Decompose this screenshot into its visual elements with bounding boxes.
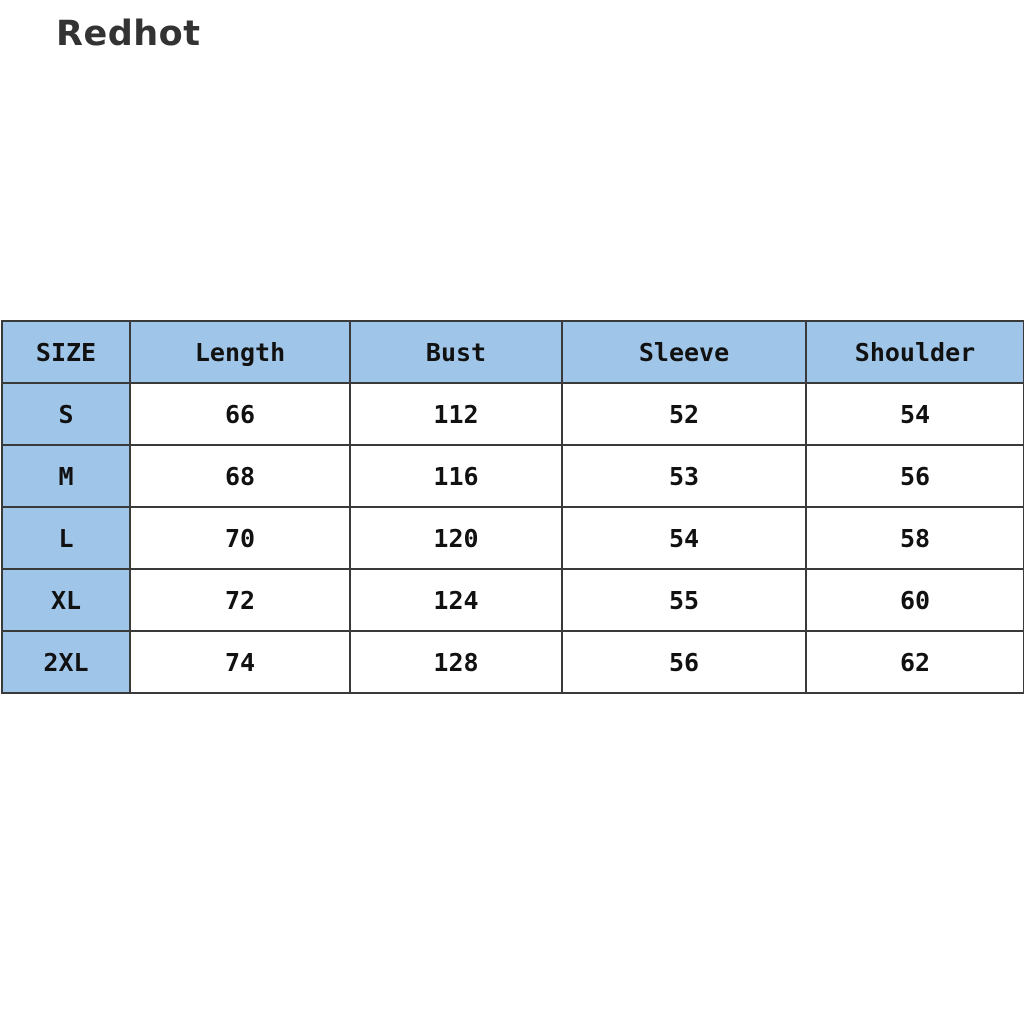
size-label: M bbox=[2, 445, 130, 507]
bust-value: 112 bbox=[350, 383, 562, 445]
table-row bbox=[2, 383, 1024, 445]
table-header-row bbox=[2, 321, 1024, 383]
table-row bbox=[2, 445, 1024, 507]
shoulder-value: 60 bbox=[806, 569, 1024, 631]
size-label: XL bbox=[2, 569, 130, 631]
sleeve-value: 52 bbox=[562, 383, 806, 445]
bust-value: 128 bbox=[350, 631, 562, 693]
size-label: 2XL bbox=[2, 631, 130, 693]
sleeve-value: 55 bbox=[562, 569, 806, 631]
length-value: 68 bbox=[130, 445, 350, 507]
bust-value: 116 bbox=[350, 445, 562, 507]
bust-value: 124 bbox=[350, 569, 562, 631]
sleeve-value: 54 bbox=[562, 507, 806, 569]
size-chart-table bbox=[1, 320, 1024, 694]
table-row bbox=[2, 569, 1024, 631]
header-size: SIZE bbox=[2, 321, 130, 383]
header-length: Length bbox=[130, 321, 350, 383]
header-bust: Bust bbox=[350, 321, 562, 383]
table-row bbox=[2, 507, 1024, 569]
sleeve-value: 53 bbox=[562, 445, 806, 507]
length-value: 72 bbox=[130, 569, 350, 631]
shoulder-value: 58 bbox=[806, 507, 1024, 569]
length-value: 74 bbox=[130, 631, 350, 693]
shoulder-value: 62 bbox=[806, 631, 1024, 693]
size-label: L bbox=[2, 507, 130, 569]
brand-logo-text: Redhot bbox=[56, 14, 201, 54]
length-value: 70 bbox=[130, 507, 350, 569]
bust-value: 120 bbox=[350, 507, 562, 569]
table-row bbox=[2, 631, 1024, 693]
size-label: S bbox=[2, 383, 130, 445]
length-value: 66 bbox=[130, 383, 350, 445]
sleeve-value: 56 bbox=[562, 631, 806, 693]
header-sleeve: Sleeve bbox=[562, 321, 806, 383]
shoulder-value: 54 bbox=[806, 383, 1024, 445]
header-shoulder: Shoulder bbox=[806, 321, 1024, 383]
shoulder-value: 56 bbox=[806, 445, 1024, 507]
